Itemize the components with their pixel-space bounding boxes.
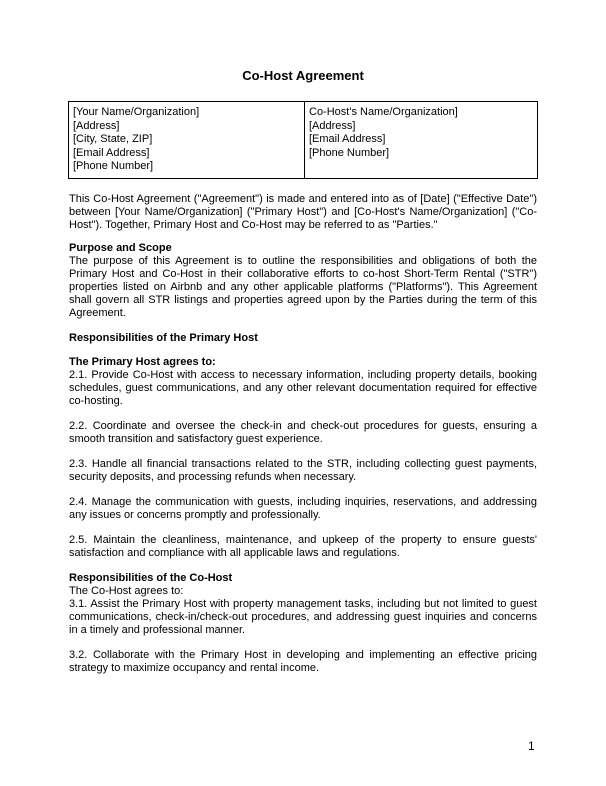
clause-2-4: 2.4. Manage the communication with guests, including inquiries, reservations, and addressing any issues or concerns promptly and professionally. (69, 496, 537, 521)
cohost-name: Co-Host's Name/Organization] (309, 106, 458, 118)
primary-resp-subheading: The Primary Host agrees to: (69, 356, 216, 368)
clause-3-2: 3.2. Collaborate with the Primary Host in developing and implementing an effective pricing strategy to maximize occupancy and rental income. (69, 649, 537, 674)
purpose-paragraph: The purpose of this Agreement is to outline the responsibilities and obligations of both the Primary Host and Co-Host in their collaborative efforts to co-host Short-Term Rental ("STR") properties listed on Airbnb and any other applicable platforms ("Platforms"). This Agreement shall govern all STR listings and properties agreed upon by the Parties during the term of this Agreement. (69, 255, 537, 319)
clause-2-1: 2.1. Provide Co-Host with access to necessary information, including property details, booking schedules, guest communications, and any other relevant documentation required for effective co-hosting. (69, 369, 537, 407)
primary-address: [Address] (73, 119, 120, 132)
cohost-address: [Address] (309, 119, 356, 132)
cohost-phone: [Phone Number] (309, 146, 390, 159)
document-title: Co-Host Agreement (242, 68, 364, 83)
clause-2-2: 2.2. Coordinate and oversee the check-in and check-out procedures for guests, ensuring a smooth transition and satisfactory guest experience. (69, 420, 537, 445)
clause-2-5: 2.5. Maintain the cleanliness, maintenance, and upkeep of the property to ensure guests' satisfaction and compliance with all applicable laws and regulations. (69, 534, 537, 559)
intro-paragraph: This Co-Host Agreement ("Agreement") is made and entered into as of [Date] ("Effective Date") between [Your Name/Organization] ("Primary Host") and [Co-Host's Name/Organization] ("Co-Host"). Together, Primary Host and Co-Host may be referred to as "Parties." (69, 193, 537, 231)
primary-name: [Your Name/Organization] (73, 106, 200, 118)
clause-2-3: 2.3. Handle all financial transactions related to the STR, including collecting guest payments, security deposits, and processing refunds when necessary. (69, 458, 537, 483)
cohost-cell (305, 102, 537, 178)
parties-table (68, 101, 538, 179)
primary-phone: [Phone Number] (73, 160, 154, 172)
clause-3-1: 3.1. Assist the Primary Host with property management tasks, including but not limited to guest communications, check-in/check-out procedures, and addressing guest inquiries and concerns in a timely and professional manner. (69, 598, 537, 636)
cohost-resp-heading: Responsibilities of the Co-Host (69, 572, 233, 584)
page-number: 1 (528, 739, 535, 753)
primary-host-cell (69, 102, 305, 178)
purpose-heading: Purpose and Scope (69, 242, 172, 254)
cohost-resp-subheading: The Co-Host agrees to: (69, 585, 184, 597)
primary-city: [City, State, ZIP] (73, 133, 153, 145)
primary-email: [Email Address] (73, 146, 150, 159)
cohost-email: [Email Address] (309, 133, 386, 145)
primary-resp-heading: Responsibilities of the Primary Host (69, 332, 258, 344)
